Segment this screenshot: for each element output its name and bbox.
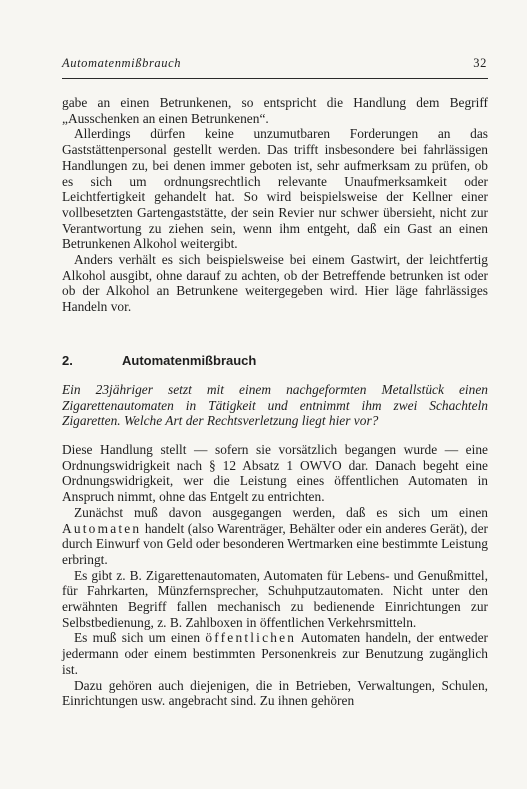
page-number: 32	[473, 56, 487, 70]
answer-block	[62, 442, 488, 709]
paragraph: Anders verhält es sich beispielsweise bei einem Gastwirt, der leichtfertig Alkohol ausgibt, ohne darauf zu achten, ob der Betreffende betrunken ist oder ob der Alkohol an Betrunkene weitergegeben wird. Hier läge fahrlässiges Handeln vor.	[62, 252, 488, 315]
paragraph: Es muß sich um einen öffentlichen Automaten handeln, der entweder jedermann oder einem bestimmten Personenkreis zur Benutzung zugänglich ist.	[62, 630, 488, 677]
emphasis-spaced: öffentlichen	[205, 630, 297, 646]
question-block	[62, 382, 488, 429]
emphasis-spaced: Automaten	[62, 520, 142, 536]
section-number: 2.	[62, 353, 73, 368]
paragraph: Dazu gehören auch diejenigen, die in Betrieben, Verwaltungen, Schulen, Einrichtungen usw. angebracht sind. Zu ihnen gehören	[62, 677, 488, 709]
running-header-title: Automatenmißbrauch	[62, 56, 182, 70]
question-text: Ein 23jähriger setzt mit einem nachgeformten Metallstück einen Zigarettenautomaten in Tätigkeit und entnimmt ihm zwei Schachteln Zigaretten. Welche Art der Rechtsverletzung liegt hier vor?	[62, 382, 488, 429]
paragraph: gabe an einen Betrunkenen, so entspricht die Handlung dem Begriff „Ausschenken an einen Betrunkenen“.	[62, 95, 488, 126]
paragraph: Es gibt z. B. Zigarettenautomaten, Automaten für Lebens- und Genußmittel, für Fahrkarten, Münzfernsprecher, Schuhputzautomaten. Nicht unter den erwähnten Begriff fallen mechanisch zu bedienende Einrichtungen zur Selbstbedienung, z. B. Zahlboxen in öffentlichen Verkehrsmitteln.	[62, 567, 488, 630]
section-heading	[62, 353, 256, 368]
paragraph: Diese Handlung stellt — sofern sie vorsätzlich begangen wurde — eine Ordnungswidrigkeit nach § 12 Absatz 1 OWVO dar. Danach begeht eine Ordnungswidrigkeit, wer die Leistung eines öffentlichen Automaten in Anspruch nimmt, ohne das Entgelt zu entrichten.	[62, 442, 488, 505]
paragraph: Zunächst muß davon ausgegangen werden, daß es sich um einen Automaten handelt (also Warenträger, Behälter oder ein anderes Gerät), der durch Einwurf von Geld oder besonderen Wertmarken eine bestimmte Leistung erbringt.	[62, 504, 488, 567]
running-header	[62, 56, 487, 71]
section-title: Automatenmißbrauch	[122, 353, 257, 368]
paragraph: Allerdings dürfen keine unzumutbaren Forderungen an das Gaststättenpersonal gestellt werden. Das trifft insbesondere bei fahrlässigen Handlungen zu, bei denen immer geboten ist, sehr aufmerksam zu prüfen, ob es sich um ordnungsrechtlich relevante Unaufmerksamkeit oder Leichtfertigkeit gehandelt hat. So wird beispielsweise der Kellner einer vollbesetzten Gartengaststätte, der sein Revier nur schwer übersieht, nicht zur Verantwortung zu ziehen sein, wenn ihm entgeht, daß ein Gast an einen Betrunkenen Alkohol weitergibt.	[62, 126, 488, 252]
header-rule	[62, 78, 488, 79]
text-block-top	[62, 95, 488, 315]
